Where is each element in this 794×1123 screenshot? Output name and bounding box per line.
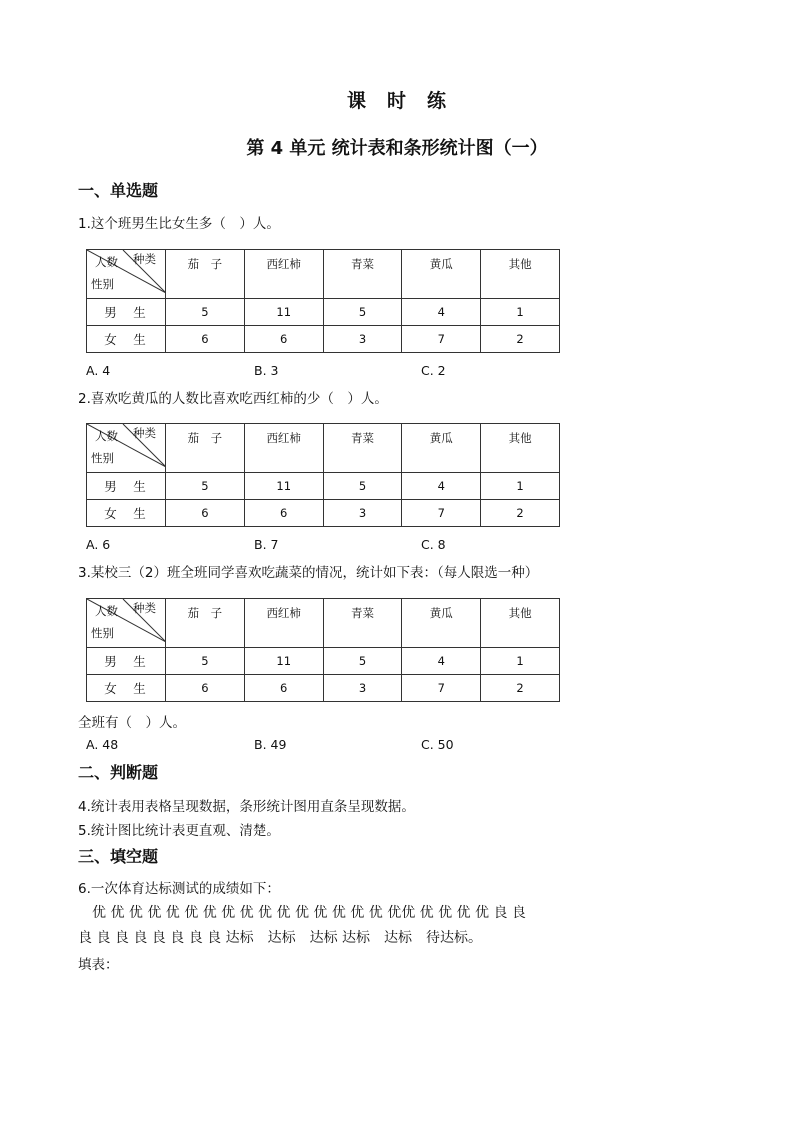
table-cell: 7 xyxy=(402,675,481,702)
table-cell: 1 xyxy=(481,473,560,500)
stats-table-2 xyxy=(86,423,560,527)
row-label: 男 生 xyxy=(87,299,166,326)
column-header: 茄 子 xyxy=(166,599,245,648)
table-cell: 5 xyxy=(323,648,402,675)
table-cell: 3 xyxy=(323,675,402,702)
table-cell: 5 xyxy=(323,299,402,326)
section-fill-blank: 三、填空题 xyxy=(78,847,159,866)
table-cell: 7 xyxy=(402,326,481,353)
corner-sex-label: 性别 xyxy=(91,277,114,291)
score-list-line-1: 优 优 优 优 优 优 优 优 优 优 优 优 优 优 优 优 优优 优 优 优 优 良 良 xyxy=(78,905,526,921)
column-header: 其他 xyxy=(481,424,560,473)
column-header: 黄瓜 xyxy=(402,599,481,648)
table-cell: 6 xyxy=(244,500,323,527)
column-header: 黄瓜 xyxy=(402,250,481,299)
table-cell: 4 xyxy=(402,299,481,326)
option-a: A. 4 xyxy=(86,363,111,378)
section-single-choice: 一、单选题 xyxy=(78,181,159,200)
column-header: 其他 xyxy=(481,250,560,299)
table-corner-header xyxy=(87,424,166,473)
corner-people-label: 人数 xyxy=(95,604,118,618)
table-cell: 4 xyxy=(402,648,481,675)
table-cell: 3 xyxy=(323,326,402,353)
table-cell: 2 xyxy=(481,500,560,527)
option-a: A. 6 xyxy=(86,537,111,552)
corner-kind-label: 种类 xyxy=(133,426,156,440)
table-cell: 5 xyxy=(323,473,402,500)
question-4: 4.统计表用表格呈现数据，条形统计图用直条呈现数据。 xyxy=(78,799,415,815)
table-cell: 4 xyxy=(402,473,481,500)
stats-table-1 xyxy=(86,249,560,353)
question-1: 1.这个班男生比女生多（ ）人。 xyxy=(78,216,280,232)
corner-people-label: 人数 xyxy=(95,429,118,443)
question-6: 6.一次体育达标测试的成绩如下： xyxy=(78,881,280,897)
corner-people-label: 人数 xyxy=(95,255,118,269)
fill-table-label: 填表： xyxy=(78,957,119,973)
score-list-line-2: 良 良 良 良 良 良 良 良 达标 达标 达标 达标 达标 待达标。 xyxy=(78,930,483,946)
question-2: 2.喜欢吃黄瓜的人数比喜欢吃西红柿的少（ ）人。 xyxy=(78,391,388,407)
option-b: B. 3 xyxy=(254,363,279,378)
table-row xyxy=(87,648,560,675)
unit-title: 第 4 单元 统计表和条形统计图（一） xyxy=(246,138,548,159)
table-row xyxy=(87,473,560,500)
table-cell: 11 xyxy=(244,473,323,500)
page-title: 课 时 练 xyxy=(346,90,447,112)
table-cell: 1 xyxy=(481,299,560,326)
column-header: 西红柿 xyxy=(244,250,323,299)
table-row xyxy=(87,326,560,353)
column-header: 茄 子 xyxy=(166,424,245,473)
table-cell: 2 xyxy=(481,326,560,353)
corner-sex-label: 性别 xyxy=(91,626,114,640)
option-c: C. 2 xyxy=(421,363,446,378)
column-header: 其他 xyxy=(481,599,560,648)
row-label: 男 生 xyxy=(87,648,166,675)
table-row xyxy=(87,299,560,326)
corner-sex-label: 性别 xyxy=(91,451,114,465)
table-corner-header xyxy=(87,250,166,299)
corner-kind-label: 种类 xyxy=(133,252,156,266)
table-cell: 11 xyxy=(244,648,323,675)
table-cell: 3 xyxy=(323,500,402,527)
table-cell: 7 xyxy=(402,500,481,527)
table-cell: 11 xyxy=(244,299,323,326)
table-cell: 6 xyxy=(244,675,323,702)
option-c: C. 8 xyxy=(421,537,446,552)
table-corner-header xyxy=(87,599,166,648)
table-row xyxy=(87,500,560,527)
row-label: 女 生 xyxy=(87,326,166,353)
option-b: B. 49 xyxy=(254,737,287,752)
table-cell: 5 xyxy=(166,473,245,500)
option-a: A. 48 xyxy=(86,737,119,752)
table-cell: 6 xyxy=(244,326,323,353)
question-3: 3.某校三（2）班全班同学喜欢吃蔬菜的情况，统计如下表：（每人限选一种） xyxy=(78,565,539,581)
table-cell: 6 xyxy=(166,500,245,527)
table-cell: 5 xyxy=(166,299,245,326)
table-cell: 2 xyxy=(481,675,560,702)
question-5: 5.统计图比统计表更直观、清楚。 xyxy=(78,823,280,839)
column-header: 青菜 xyxy=(323,599,402,648)
column-header: 青菜 xyxy=(323,250,402,299)
column-header: 青菜 xyxy=(323,424,402,473)
row-label: 男 生 xyxy=(87,473,166,500)
question-3-prompt: 全班有（ ）人。 xyxy=(78,715,186,731)
option-b: B. 7 xyxy=(254,537,279,552)
row-label: 女 生 xyxy=(87,675,166,702)
option-c: C. 50 xyxy=(421,737,454,752)
stats-table-3 xyxy=(86,598,560,702)
table-cell: 5 xyxy=(166,648,245,675)
corner-kind-label: 种类 xyxy=(133,601,156,615)
column-header: 黄瓜 xyxy=(402,424,481,473)
column-header: 茄 子 xyxy=(166,250,245,299)
section-true-false: 二、判断题 xyxy=(78,763,159,782)
table-row xyxy=(87,675,560,702)
column-header: 西红柿 xyxy=(244,424,323,473)
column-header: 西红柿 xyxy=(244,599,323,648)
table-cell: 6 xyxy=(166,326,245,353)
table-cell: 6 xyxy=(166,675,245,702)
row-label: 女 生 xyxy=(87,500,166,527)
table-cell: 1 xyxy=(481,648,560,675)
